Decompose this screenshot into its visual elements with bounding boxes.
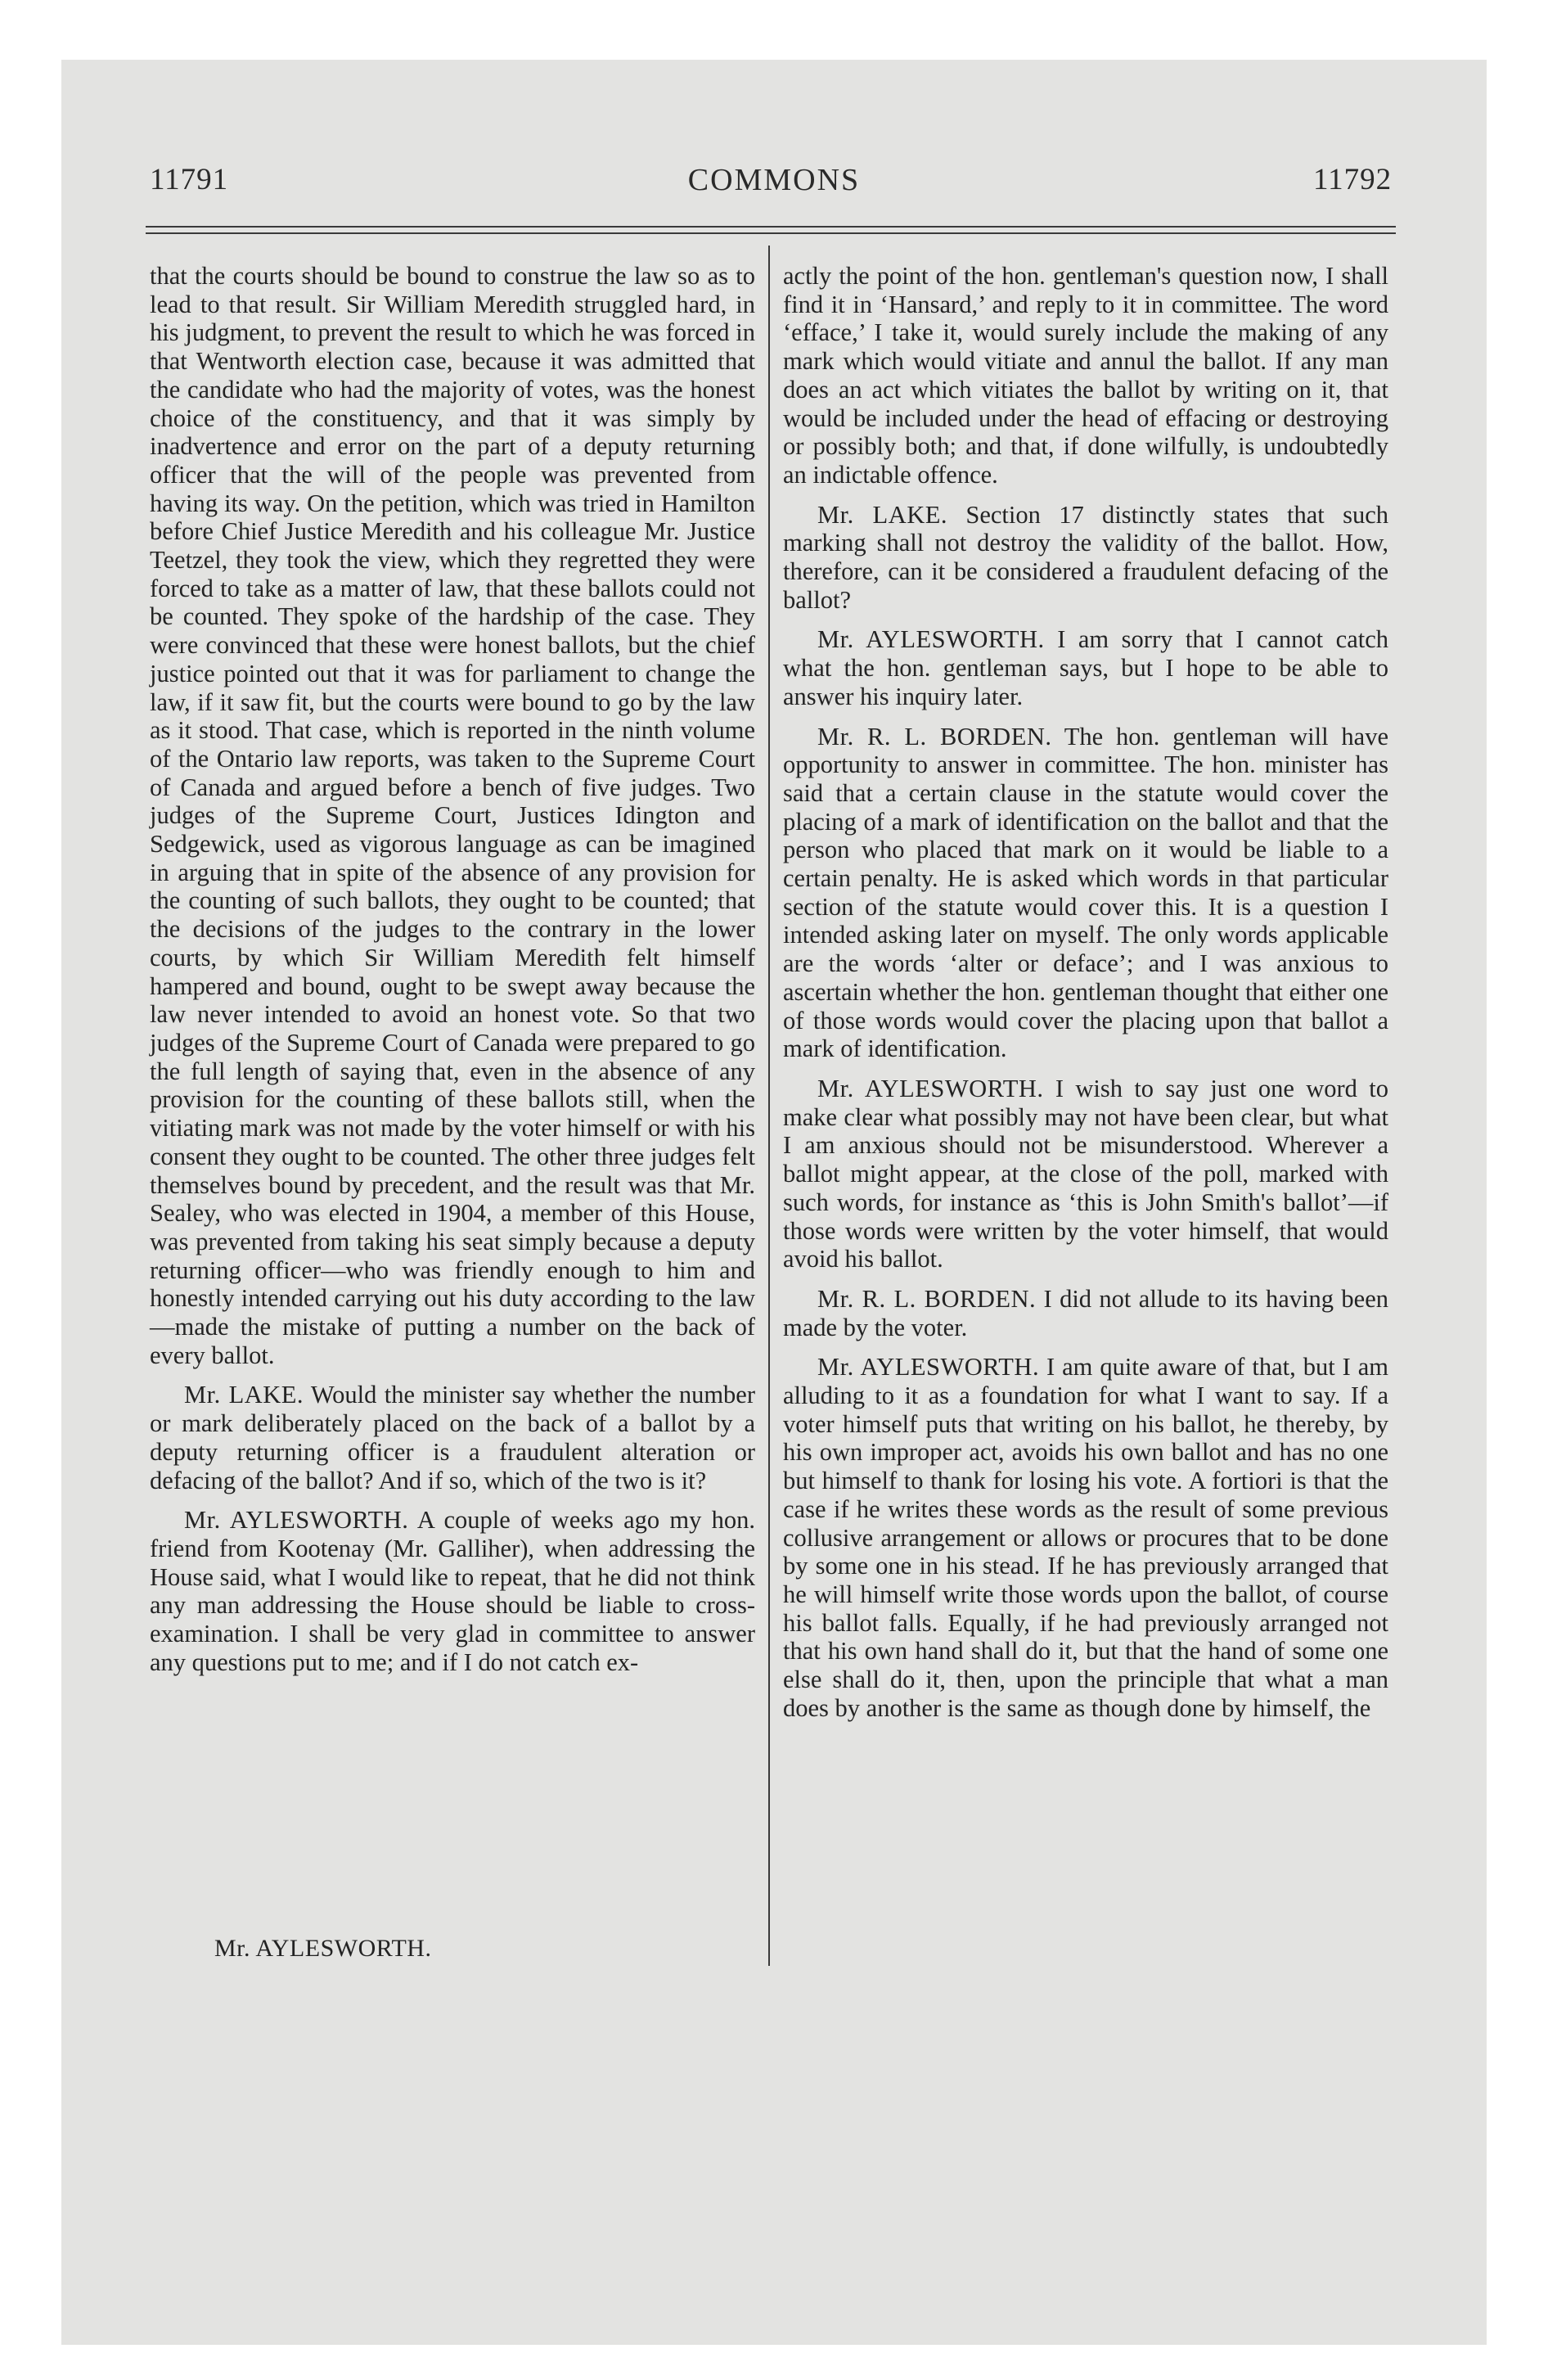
paragraph [783,1285,1388,1341]
speech-text: I wish to say just one word to make clear what possibly may not have been clear, but what I am anxious should not be misunderstood. Wherever a ballot might appear, at the close of the poll, marked with such words, for instance as ‘this is John Smith's ballot’—if those words were written by the voter himself, that would avoid his ballot. [783,1074,1389,1273]
speaker-name: Mr. R. L. BORDEN. [817,1284,1037,1313]
speech-text: I am sorry that I cannot catch what the hon. gentleman says, but I hope to be able to answer his inquiry later. [783,625,1388,710]
speech-text: I did not allude to its having been made by the voter. [783,1284,1388,1341]
right-column [783,262,1388,1733]
speaker-name: Mr. LAKE. [184,1381,304,1409]
paragraph [783,1075,1388,1273]
column-divider [768,246,770,1966]
header-rule-bottom [146,232,1396,234]
speech-text: The hon. gentleman will have opportunity to answer in committee. The hon. minister has said that a certain clause in the statute would cover the placing of a mark of identification on the ballot and that the person who placed that mark on it would be liable to a certain penalty. He is asked which words in that particular section of the statute would cover this. It is a question I intended asking later on myself. The only words applicable are the words ‘alter or deface’; and I was anxious to ascertain whether the hon. gentleman thought that either one of those words would cover the placing upon that ballot a mark of identification. [783,722,1388,1063]
page-number-left: 11791 [150,163,229,196]
speech-text: Would the minister say whether the number or mark deliberately placed on the back of a ballot by a deputy returning officer is a fraudulent alteration or defacing of the ballot? And if so, which of the two is it? [150,1381,755,1494]
speaker-name: Mr. AYLESWORTH. [184,1506,409,1535]
page-number-right: 11792 [1313,163,1393,196]
speaker-name: Mr. AYLESWORTH. [817,625,1045,654]
paragraph: that the courts should be bound to construe the law so as to lead to that result. Sir William Meredith struggled hard, in his judgment, to prevent the result to which he was forced in that Wentworth election case, because it was admitted that the candidate who had the majority of votes, was the honest choice of the constituency, and that it was simply by inadvertence and error on the part of a deputy returning officer that the will of the people was prevented from having its way. On the petition, which was tried in Hamilton before Chief Justice Meredith and his colleague Mr. Justice Teetzel, they took the view, which they regretted they were forced to take as a matter of law, that these ballots could not be counted. They spoke of the hardship of the case. They were convinced that these were honest ballots, but the chief justice pointed out that it was for parliament to change the law, if it saw fit, but the courts were bound to go by the law as it stood. That case, which is reported in the ninth volume of the Ontario law reports, was taken to the Supreme Court of Canada and argued before a bench of five judges. Two judges of the Supreme Court, Justices Idington and Sedgewick, used as vigorous language as can be imagined in arguing that in spite of the absence of any provision for the counting of such ballots, they ought to be counted; that the decisions of the judges to the contrary in the lower courts, by which Sir William Meredith felt himself hampered and bound, ought to be swept away because the law never intended to avoid an honest vote. So that two judges of the Supreme Court of Canada were prepared to go the full length of saying that, even in the absence of any provision for the counting of these ballots still, when the vitiating mark was not made by the voter himself or with his consent they ought to be counted. The other three judges felt themselves bound by precedent, and the result was that Mr. Sealey, who was elected in 1904, a member of this House, was prevented from taking his seat simply because a deputy returning officer—who was friendly enough to him and honestly intended carrying out his duty according to the law—made the mistake of putting a number on the back of every ballot. [150,262,755,1369]
catchword: Mr. AYLESWORTH. [214,1935,432,1962]
speaker-name: Mr. AYLESWORTH. [817,1353,1040,1382]
speech-text: I am quite aware of that, but I am alluding to it as a foundation for what I want to say. If a voter himself puts that writing on his ballot, he thereby, by his own improper act, avoids his own ballot and has no one but himself to thank for losing his vote. A fortiori is that the case if he writes these words as the result of some previous collusive arrangement or allows or procures that to be done by some one in his stead. If he has previously arranged that he will himself write those words upon the ballot, of course his ballot falls. Equally, if he had previously arranged not that his own hand shall do it, but that the hand of some one else shall do it, then, upon the principle that what a man does by another is the same as though done by himself, the [783,1353,1389,1722]
speech-text: A couple of weeks ago my hon. friend from Kootenay (Mr. Galliher), when addressing the House said, what I would like to repeat, that he did not think any man addressing the House should be liable to cross-examination. I shall be very glad in committee to answer any questions put to me; and if I do not catch ex- [150,1506,755,1676]
paragraph: actly the point of the hon. gentleman's question now, I shall find it in ‘Hansard,’ and reply to it in committee. The word ‘efface,’ I take it, would surely include the making of any mark which would vitiate and annul the ballot. If any man does an act which vitiates the ballot by writing on it, that would be included under the head of effacing or destroying or possibly both; and that, if done wilfully, is undoubtedly an indictable offence. [783,262,1388,489]
speaker-name: Mr. LAKE. [817,500,948,529]
running-head: COMMONS [687,163,861,197]
paragraph [150,1381,755,1494]
paragraph [150,1506,755,1676]
paragraph [783,1353,1388,1722]
paragraph [783,625,1388,710]
speaker-name: Mr. R. L. BORDEN. [817,722,1052,751]
paragraph [783,723,1388,1063]
speech-text: Section 17 distinctly states that such marking shall not destroy the validity of the ballot. How, therefore, can it be considered a fraudulent defacing of the ballot? [783,500,1388,614]
header-rule-top [146,226,1396,228]
paragraph [783,501,1388,615]
speaker-name: Mr. AYLESWORTH. [817,1074,1044,1102]
left-column [150,262,755,1688]
